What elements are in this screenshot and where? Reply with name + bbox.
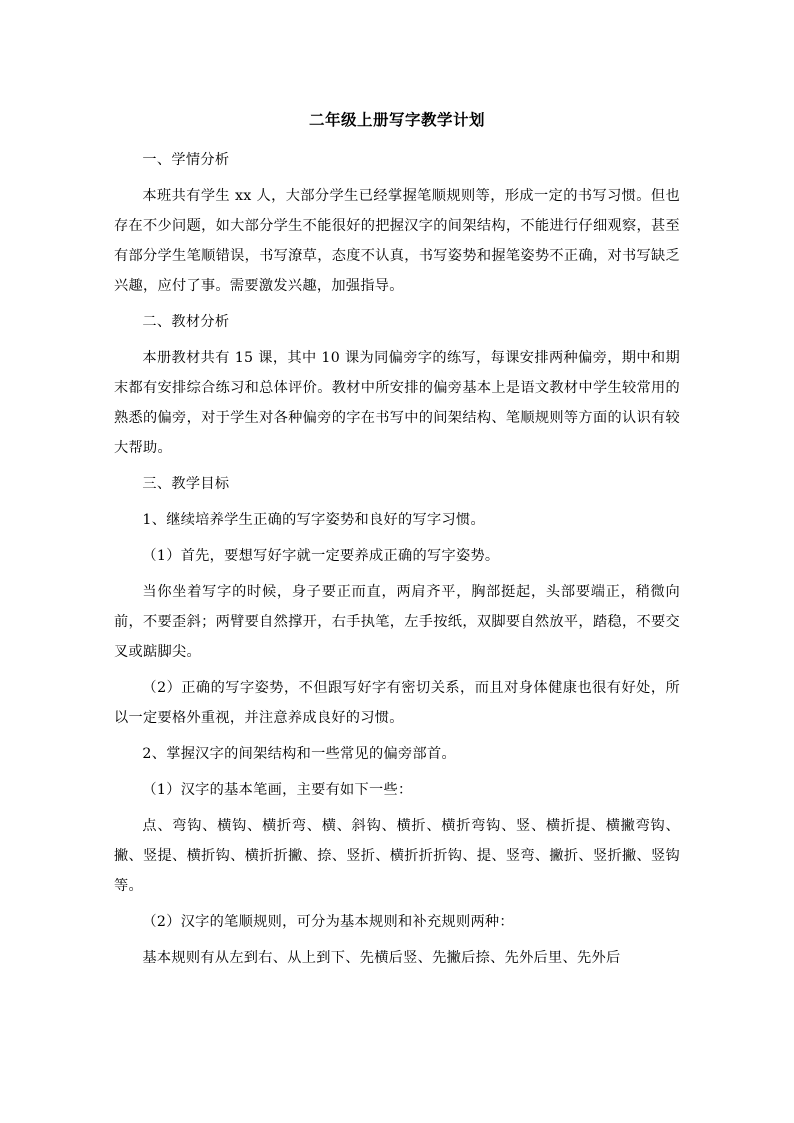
section-heading-analysis: 一、学情分析	[142, 152, 230, 168]
paragraph-posture: 当你坐着写字的时候，身子要正而直，两肩齐平，胸部挺起，头部要端正，稍微向前，不要歪斜；两臂要自然撑开，右手执笔，左手按纸，双脚要自然放平，踏稳，不要交叉或踮脚尖。	[114, 584, 680, 660]
goal-subitem-2-1: （1）汉字的基本笔画，主要有如下一些：	[142, 782, 413, 798]
paragraph-textbook-analysis: 本册教材共有 15 课，其中 10 课为同偏旁字的练写，每课安排两种偏旁，期中和期末都有安排综合练习和总体评价。教材中所安排的偏旁基本上是语文教材中学生较常用的熟悉的偏旁，对于学生对各种偏旁的字在书写中的间架结构、笔顺规则等方面的认识有较大帮助。	[114, 350, 680, 456]
section-heading-goals: 三、教学目标	[142, 476, 230, 492]
section-heading-textbook: 二、教材分析	[142, 314, 230, 330]
document-title: 二年级上册写字教学计划	[308, 110, 485, 129]
goal-item-2: 2、掌握汉字的间架结构和一些常见的偏旁部首。	[142, 746, 456, 762]
goal-subitem-1-1: （1）首先，要想写好字就一定要养成正确的写字姿势。	[142, 548, 500, 564]
paragraph-student-analysis: 本班共有学生 xx 人，大部分学生已经掌握笔顺规则等，形成一定的书写习惯。但也存在不少问题，如大部分学生不能很好的把握汉字的间架结构，不能进行仔细观察，甚至有部分学生笔顺错误，书写潦草，态度不认真，书写姿势和握笔姿势不正确，对书写缺乏兴趣，应付了事。需要激发兴趣，加强指导。	[114, 188, 680, 294]
goal-subitem-2-2: （2）汉字的笔顺规则，可分为基本规则和补充规则两种：	[142, 914, 514, 930]
document-page	[114, 110, 680, 973]
paragraph-basic-strokes: 点、弯钩、横钩、横折弯、横、斜钩、横折、横折弯钩、竖、横折提、横撇弯钩、撇、竖提、横折钩、横折折撇、捺、竖折、横折折折钩、提、竖弯、撇折、竖折撇、竖钩等。	[114, 818, 680, 894]
goal-subitem-1-2: （2）正确的写字姿势，不但跟写好字有密切关系，而且对身体健康也很有好处，所以一定要格外重视，并注意养成良好的习惯。	[114, 680, 680, 726]
goal-item-1: 1、继续培养学生正确的写字姿势和良好的写字习惯。	[142, 512, 485, 528]
paragraph-stroke-order-rules: 基本规则有从左到右、从上到下、先横后竖、先撇后捺、先外后里、先外后	[142, 950, 621, 966]
